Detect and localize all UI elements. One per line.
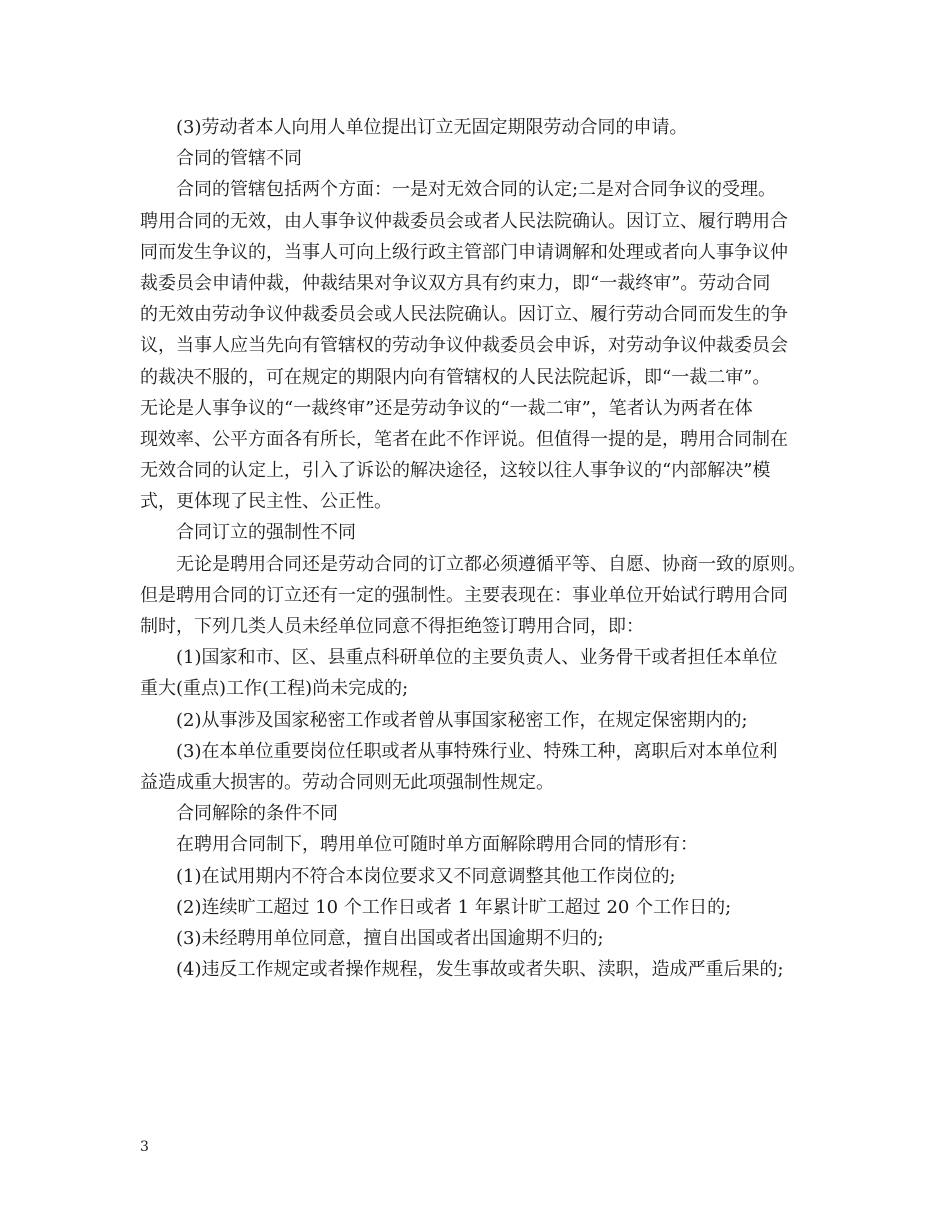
page-number: 3 (140, 1139, 149, 1155)
paragraph-line: 的无效由劳动争议仲裁委员会或人民法院确认。因订立、履行劳动合同而发生的争 (140, 304, 788, 326)
paragraph-line: 无效合同的认定上，引入了诉讼的解决途径，这较以往人事争议的“内部解决”模 (140, 460, 771, 482)
paragraph-line: 但是聘用合同的订立还有一定的强制性。主要表现在：事业单位开始试行聘用合同 (140, 584, 788, 606)
section-heading: 合同的管辖不同 (176, 148, 302, 170)
list-item: (1)国家和市、区、县重点科研单位的主要负责人、业务骨干或者担任本单位 (176, 647, 778, 669)
paragraph-line: 式，更体现了民主性、公正性。 (140, 491, 392, 513)
list-item: (3)在本单位重要岗位任职或者从事特殊行业、特殊工种，离职后对本单位利 (176, 740, 778, 762)
list-item: (1)在试用期内不符合本岗位要求又不同意调整其他工作岗位的; (176, 865, 676, 887)
paragraph-line: 议，当事人应当先向有管辖权的劳动争议仲裁委员会申诉，对劳动争议仲裁委员会 (140, 335, 788, 357)
list-item-continuation: 重大(重点)工作(工程)尚未完成的; (140, 678, 409, 700)
paragraph-line: 现效率、公平方面各有所长，笔者在此不作评说。但值得一提的是，聘用合同制在 (140, 428, 788, 450)
paragraph-line: 无论是聘用合同还是劳动合同的订立都必须遵循平等、自愿、协商一致的原则。 (176, 553, 806, 575)
paragraph-line: 的裁决不服的，可在规定的期限内向有管辖权的人民法院起诉，即“一裁二审”。 (140, 366, 771, 388)
document-body (140, 112, 820, 985)
section-heading: 合同解除的条件不同 (176, 803, 338, 825)
list-item: (2)连续旷工超过 10 个工作日或者 1 年累计旷工超过 20 个工作日的; (176, 896, 732, 918)
paragraph-line: 聘用合同的无效，由人事争议仲裁委员会或者人民法院确认。因订立、履行聘用合 (140, 210, 788, 232)
list-item: (2)从事涉及国家秘密工作或者曾从事国家秘密工作，在规定保密期内的; (176, 709, 748, 731)
paragraph-line: (3)劳动者本人向用人单位提出订立无固定期限劳动合同的申请。 (176, 117, 688, 138)
paragraph-line: 裁委员会申请仲裁，仲裁结果对争议双方具有约束力，即“一裁终审”。劳动合同 (140, 272, 771, 294)
section-heading: 合同订立的强制性不同 (176, 522, 356, 544)
list-item-continuation: 益造成重大损害的。劳动合同则无此项强制性规定。 (140, 771, 554, 793)
paragraph-line: 同而发生争议的，当事人可向上级行政主管部门申请调解和处理或者向人事争议仲 (140, 241, 788, 263)
paragraph-line: 无论是人事争议的“一裁终审”还是劳动争议的“一裁二审”，笔者认为两者在体 (140, 397, 753, 419)
paragraph-line: 制时，下列几类人员未经单位同意不得拒绝签订聘用合同，即： (140, 616, 644, 637)
paragraph-line: 合同的管辖包括两个方面：一是对无效合同的认定;二是对合同争议的受理。 (176, 179, 777, 201)
list-item: (4)违反工作规定或者操作规程，发生事故或者失职、渎职，造成严重后果的; (176, 959, 784, 981)
paragraph-line: 在聘用合同制下，聘用单位可随时单方面解除聘用合同的情形有： (176, 834, 698, 856)
list-item: (3)未经聘用单位同意，擅自出国或者出国逾期不归的; (176, 927, 604, 949)
